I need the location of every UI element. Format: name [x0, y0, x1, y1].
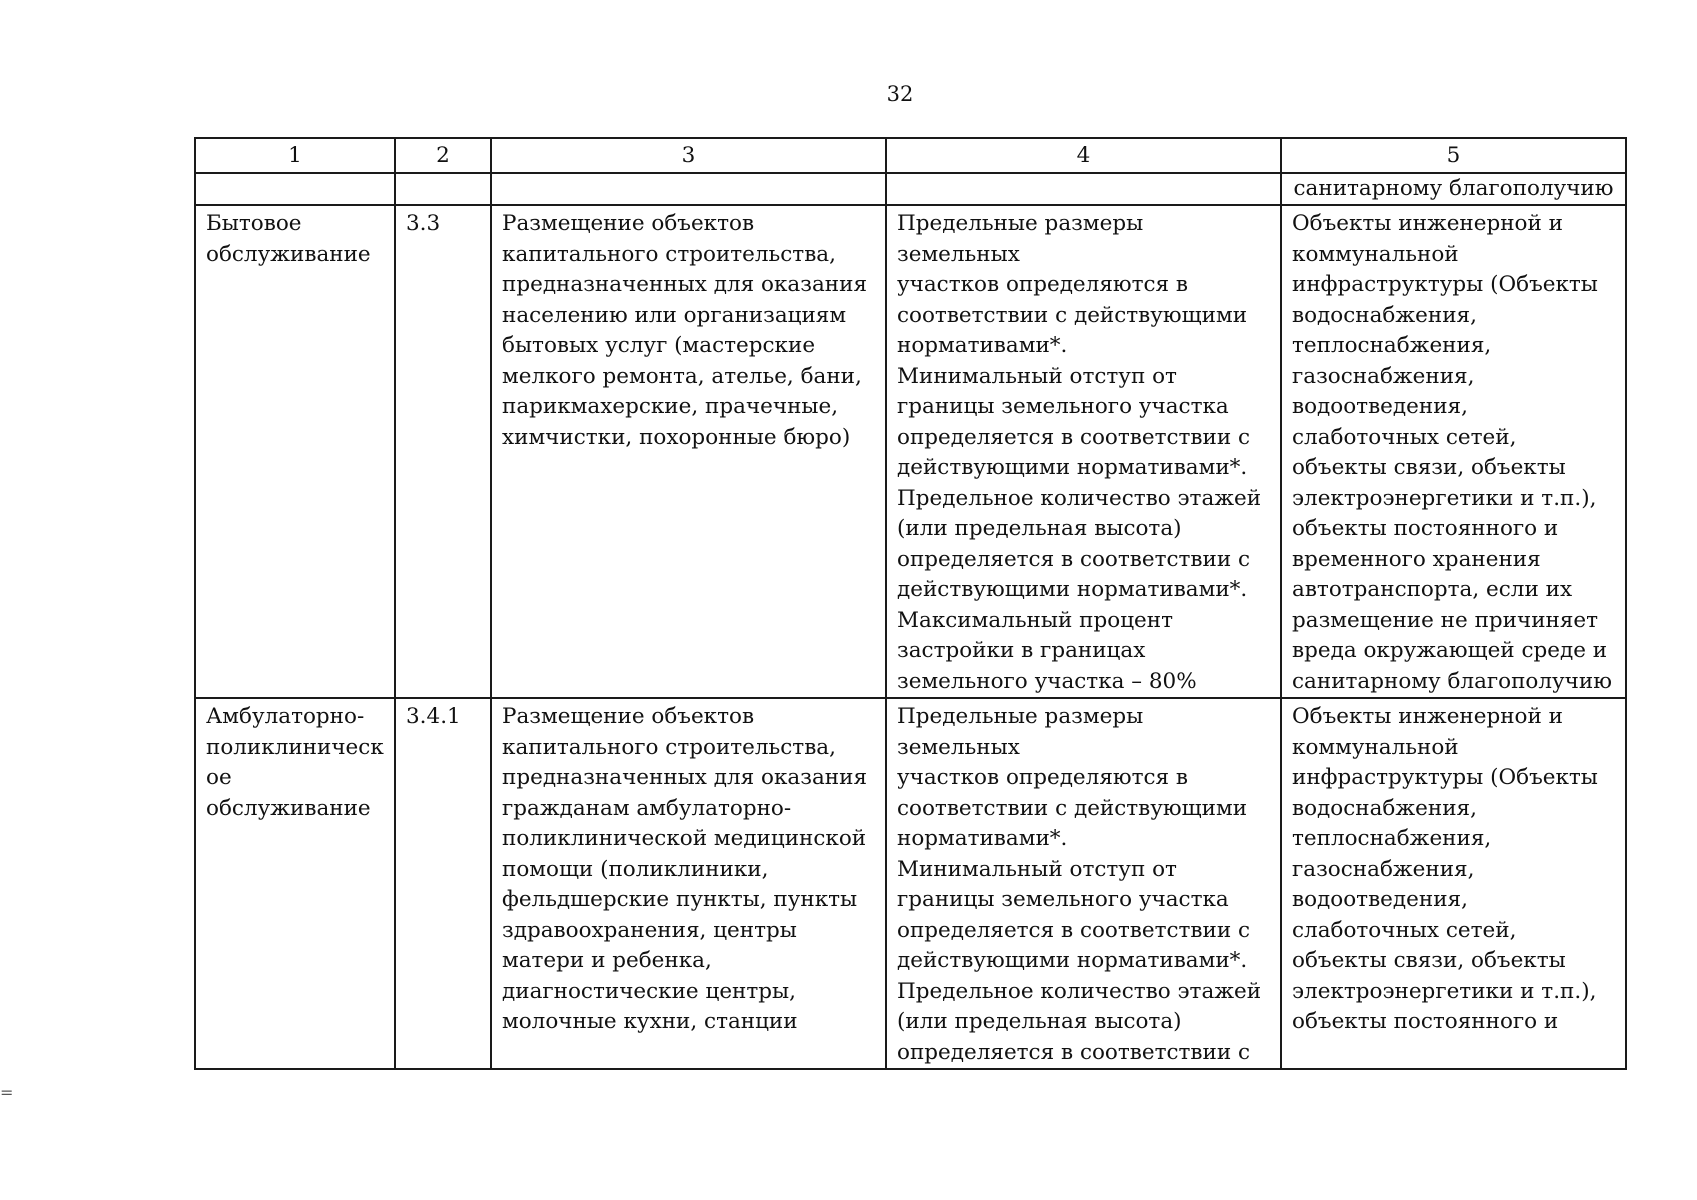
use-type-auxiliary: Объекты инженерной и коммунальной инфраструктуры (Объекты водоснабжения, теплоснабжения, газоснабжения, водоотведения, слаботочных сетей, объекты связи, объекты электроэнергетики и т.п.), объекты постоянного и	[1281, 698, 1626, 1069]
header-cell-1: 1	[195, 138, 395, 173]
continuation-row	[195, 173, 1626, 206]
margin-mark: =	[0, 1083, 14, 1102]
table-row	[195, 698, 1626, 1069]
table-row	[195, 205, 1626, 698]
use-type-code: 3.4.1	[395, 698, 491, 1069]
use-type-description: Размещение объектов капитального строительства, предназначенных для оказания гражданам амбулаторно- поликлинической медицинской помощи (поликлиники, фельдшерские пункты, пункты здравоохранения, центры матери и ребенка, диагностические центры, молочные кухни, станции	[491, 698, 886, 1069]
page-number: 32	[886, 82, 914, 106]
header-cell-2: 2	[395, 138, 491, 173]
continuation-cell-1	[195, 173, 395, 206]
table-header-row	[195, 138, 1626, 173]
use-type-parameters: Предельные размеры земельных участков определяются в соответствии с действующими нормативами*. Минимальный отступ от границы земельного участка определяется в соответствии с действующими нормативами*. Предельное количество этажей (или предельная высота) определяется в соответствии с действующими нормативами*. Максимальный процент застройки в границах земельного участка – 80%	[886, 205, 1281, 698]
use-type-code: 3.3	[395, 205, 491, 698]
use-type-name: Бытовое обслуживание	[195, 205, 395, 698]
continuation-cell-4	[886, 173, 1281, 206]
continuation-cell-3	[491, 173, 886, 206]
continuation-cell-5: санитарному благополучию	[1281, 173, 1626, 206]
use-type-auxiliary: Объекты инженерной и коммунальной инфраструктуры (Объекты водоснабжения, теплоснабжения, газоснабжения, водоотведения, слаботочных сетей, объекты связи, объекты электроэнергетики и т.п.), объекты постоянного и временного хранения автотранспорта, если их размещение не причиняет вреда окружающей среде и санитарному благополучию	[1281, 205, 1626, 698]
header-cell-5: 5	[1281, 138, 1626, 173]
use-type-parameters: Предельные размеры земельных участков определяются в соответствии с действующими нормативами*. Минимальный отступ от границы земельного участка определяется в соответствии с действующими нормативами*. Предельное количество этажей (или предельная высота) определяется в соответствии с	[886, 698, 1281, 1069]
header-cell-3: 3	[491, 138, 886, 173]
use-type-description: Размещение объектов капитального строительства, предназначенных для оказания населению или организациям бытовых услуг (мастерские мелкого ремонта, ателье, бани, парикмахерские, прачечные, химчистки, похоронные бюро)	[491, 205, 886, 698]
header-cell-4: 4	[886, 138, 1281, 173]
use-type-name: Амбулаторно- поликлиническ ое обслуживание	[195, 698, 395, 1069]
land-use-table	[194, 137, 1627, 1070]
continuation-cell-2	[395, 173, 491, 206]
